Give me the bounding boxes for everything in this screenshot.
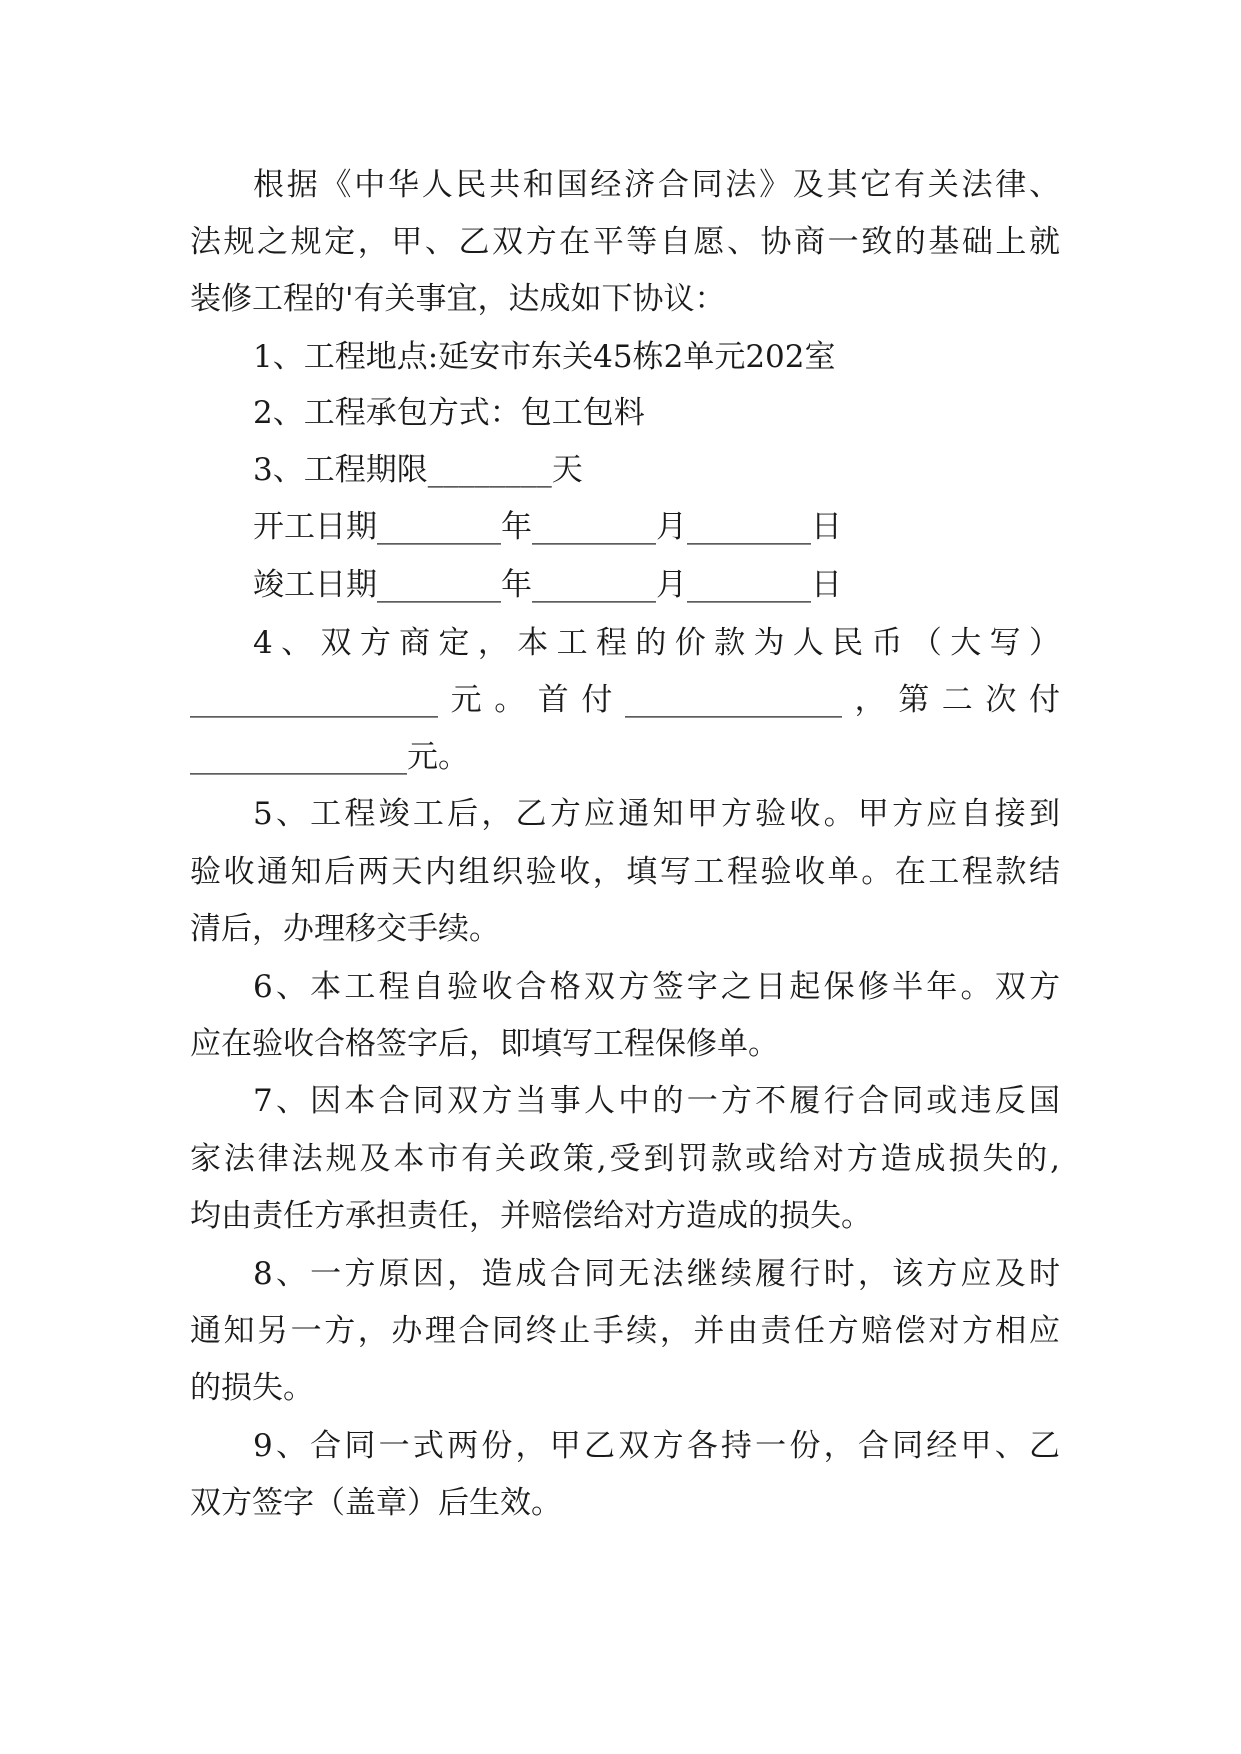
- clause-7-line-1: 7、因本合同双方当事人中的一方不履行合同或违反国: [253, 1083, 1060, 1119]
- completion-date-line: 竣工日期________年________月________日: [253, 567, 842, 603]
- clause-6-line-2: 应在验收合格签字后，即填写工程保修单。: [190, 1026, 779, 1062]
- clause-4-line-3: ______________元。: [190, 739, 469, 775]
- preamble-line-3: 装修工程的'有关事宜，达成如下协议：: [190, 281, 726, 317]
- clause-1-location: 1、工程地点:延安市东关45栋2单元202室: [253, 339, 836, 375]
- clause-8-line-1: 8、一方原因，造成合同无法继续履行时，该方应及时: [253, 1256, 1060, 1292]
- clause-4-line-1: 4、双方商定，本工程的价款为人民币（大写）: [253, 625, 1060, 661]
- clause-8-line-2: 通知另一方，办理合同终止手续，并由责任方赔偿对方相应: [190, 1313, 1060, 1349]
- clause-7-line-3: 均由责任方承担责任，并赔偿给对方造成的损失。: [190, 1198, 872, 1234]
- clause-8-line-3: 的损失。: [190, 1370, 314, 1406]
- clause-5-line-2: 验收通知后两天内组织验收，填写工程验收单。在工程款结: [190, 854, 1060, 890]
- preamble-line-1: 根据《中华人民共和国经济合同法》及其它有关法律、: [253, 167, 1060, 203]
- start-date-line: 开工日期________年________月________日: [253, 509, 842, 545]
- clause-3-duration: 3、工程期限________天: [253, 452, 583, 488]
- clause-7-line-2: 家法律法规及本市有关政策,受到罚款或给对方造成损失的,: [190, 1141, 1060, 1177]
- clause-6-line-1: 6、本工程自验收合格双方签字之日起保修半年。双方: [253, 969, 1060, 1005]
- clause-9-line-1: 9、合同一式两份，甲乙双方各持一份，合同经甲、乙: [253, 1428, 1060, 1464]
- clause-5-line-1: 5、工程竣工后，乙方应通知甲方验收。甲方应自接到: [253, 796, 1060, 832]
- preamble-line-2: 法规之规定，甲、乙双方在平等自愿、协商一致的基础上就: [190, 224, 1060, 260]
- clause-2-contract-mode: 2、工程承包方式：包工包料: [253, 395, 645, 431]
- clause-4-line-2: ________________元。首付______________，第二次付: [190, 682, 1060, 718]
- clause-9-line-2: 双方签字（盖章）后生效。: [190, 1485, 562, 1521]
- clause-5-line-3: 清后，办理移交手续。: [190, 911, 500, 947]
